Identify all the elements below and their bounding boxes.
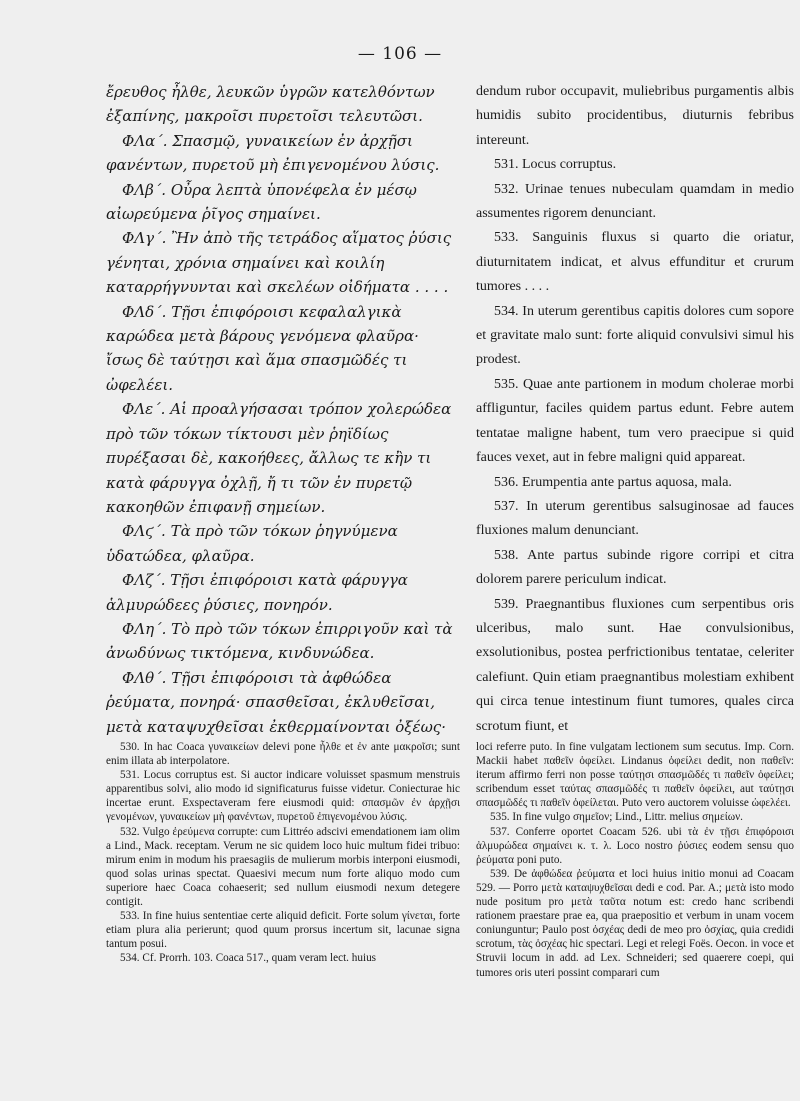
greek-paragraph-1: ΦΛα΄. Σπασμῷ, γυναικείων ἐν ἀρχῇσι φανέντων, πυρετοῦ μὴ ἐπιγενομένου λύσις. — [106, 131, 440, 175]
latin-paragraph-8: 538. Ante partus subinde rigore corripi et citra dolorem parere periculum indicat. — [476, 547, 794, 588]
latin-paragraph-5: 535. Quae ante partionem in modum cholerae morbi affliguntur, faciles quidem partus edunt. Febre autem tentatae maligne habent, tum vero praecipue si quid fauces vexet, aut in febre maligni quid appareat. — [476, 376, 794, 466]
page-number: — 106 — — [357, 44, 443, 64]
greek-paragraph-6: ΦΛϛ΄. Τὰ πρὸ τῶν τόκων ῥηγνύμενα ὑδατώδεα, φλαῦρα. — [106, 522, 398, 565]
greek-paragraph-9: ΦΛθ΄. Τῇσι ἐπιφόροισι τὰ ἀφθώδεα ῥεύματα, πονηρά· σπασθεῖσαι, ἐκλυθεῖσαι, μετὰ καταψυχθεῖσαι ἐκθερμαίνονται ὀξέως· — [106, 668, 446, 736]
footnote-right-2: 537. Conferre oportet Coacam 526. ubi τὰ ἐν τῇσι ἐπιφόροισι ἁλμυρώδεα σημαίνει κ. τ. λ. Loco nostro ῥύσιες eodem sensu quo ῥεύματα poni puto. — [476, 825, 794, 866]
footnotes-right — [476, 740, 794, 1090]
footnote-right-0: loci referre puto. In fine vulgatam lectionem sum secutus. Imp. Corn. Mackii habet παθεῖν ὀφείλει. Lindanus ὀφείλει dedit, non παθεῖν: iterum affirmo ferri non posse ταύτῃσι σπασμῶδές τι παθεῖν ὀφείλει; scribendum esset ταύτας σπασμῶδές τι παθεῖν ὀφείλει, aut ταύτῃσι σπασμῶδές τι παθεῖν ὀφείλεται. Puto vero auctorem voluisse ὠφελέει. — [476, 741, 794, 810]
footnote-left-3: 533. In fine huius sententiae certe aliquid deficit. Forte solum γίνεται, forte etiam plura alia perierunt; quod quum prorsus incertum sit, lacunae signa tantum posui. — [106, 910, 460, 951]
latin-paragraph-3: 533. Sanguinis fluxus si quarto die oriatur, diuturnitatem indicat, et alvus effunditur et crurum tumores . . . . — [476, 230, 794, 295]
latin-paragraph-7: 537. In uterum gerentibus salsuginosae ad fauces fluxiones malum denunciant. — [476, 498, 794, 539]
greek-paragraph-3: ΦΛγ΄. Ἢν ἀπὸ τῆς τετράδος αἵματος ῥύσις γένηται, χρόνια σημαίνει καὶ κοιλίη καταρρήγνυνται καὶ σκελέων οἰδήματα . . . . — [106, 229, 452, 297]
footnote-left-2: 532. Vulgo ἐρεύμενα corrupte: cum Littréo adscivi emendationem iam olim a Lind., Mack. receptam. Verum ne sic quidem loco huic multum fidei tribuo: mirum enim in modum his praesagiis de mulierum morbis interponi eiusmodi, quod solas urinas spectat. Quaesivi mecum num forte aliquo modo cum superiore haec Coaca cohaeserit; sed nullum eiusmodi nexum detegere contigit. — [106, 825, 460, 909]
greek-paragraph-4: ΦΛδ΄. Τῇσι ἐπιφόροισι κεφαλαλγικὰ καρώδεα μετὰ βάρους γενόμενα φλαῦρα· ἴσως δὲ ταύτῃσι καὶ ἅμα σπασμῶδές τι ὠφελέει. — [106, 302, 419, 394]
latin-translation-column — [476, 80, 794, 740]
latin-paragraph-9: 539. Praegnantibus fluxiones cum serpentibus oris ulceribus, malo sunt. Hae convulsionibus, exsolutionibus, postea perfrictionibus tentatae, celeriter calefiunt. Quin etiam praegnantibus molestiam exhibent qui circa tenue intestinum fiunt tumores, quales circa scrotum fiunt, et — [476, 596, 794, 734]
footnotes-left — [106, 740, 460, 1090]
footnote-left-0: 530. In hac Coaca γυναικείων delevi pone ἦλθε et ἐν ante μακροῖσι; sunt enim illata ab interpolatore. — [106, 741, 460, 768]
footnote-left-4: 534. Cf. Prorrh. 103. Coaca 517., quam veram lect. huius — [120, 952, 377, 965]
greek-paragraph-8: ΦΛη΄. Τὸ πρὸ τῶν τόκων ἐπιρριγοῦν καὶ τὰ ἀνωδύνως τικτόμενα, κινδυνώδεα. — [106, 619, 453, 663]
latin-paragraph-2: 532. Urinae tenues nubeculam quamdam in medio assumentes rigorem denunciant. — [476, 181, 794, 222]
latin-paragraph-4: 534. In uterum gerentibus capitis dolores cum sopore et gravitate malo sunt: forte aliquid convulsivi simul his prodest. — [476, 303, 794, 368]
greek-paragraph-5: ΦΛε΄. Αἱ προαλγήσασαι τρόπον χολερώδεα πρὸ τῶν τόκων τίκτουσι μὲν ῥηϊδίως πυρέξασαι δὲ, κακοήθεες, ἄλλως τε κἢν τι κατὰ φάρυγγα ὀχλῇ, ἤ τι τῶν ἐν πυρετῷ κακοηθῶν ἐπιφανῇ σημείων. — [106, 400, 452, 516]
latin-paragraph-0: dendum rubor occupavit, muliebribus purgamentis albis humidis subito procidentibus, diuturnis febribus intereunt. — [476, 84, 794, 148]
footnote-right-1: 535. In fine vulgo σημεῖον; Lind., Littr. melius σημείων. — [490, 811, 743, 824]
greek-paragraph-2: ΦΛβ΄. Οὖρα λεπτὰ ὑπονέφελα ἐν μέσῳ αἰωρεύμενα ῥῖγος σημαίνει. — [106, 180, 417, 224]
footnote-left-1: 531. Locus corruptus est. Si auctor indicare voluisset spasmum menstruis apparentibus solvi, alio modo id significaturus fuisse videtur. Coniecturae hic incertae erunt. Exspectaveram fere eiusmodi quid: σπασμῶν ἐν ἀρχῇσι γενομένων, γυναικείων μὴ φανέντων, πυρετοῦ ἐπιγενομένου λύσις. — [106, 769, 460, 824]
latin-paragraph-6: 536. Erumpentia ante partus aquosa, mala. — [494, 474, 732, 490]
latin-paragraph-1: 531. Locus corruptus. — [494, 157, 617, 173]
greek-text-column — [106, 80, 460, 740]
footnote-right-3: 539. De ἀφθώδεα ῥεύματα et loci huius initio monui ad Coacam 529. — Porro μετὰ καταψυχθεῖσαι dedi e cod. Par. A.; μετὰ isto modo nude positum pro μετὰ ταῦτα notum est: credo hanc scribendi rationem praestare prae ea, qua praepositio et verbum in unam vocem coniunguntur; Paulo post ὀσχέας dedi de meo pro ὀσχίας, quia credidi scrotum, τὰς ὀσχέας hic spectari. Legi et relegi Foës. Oecon. in voce et Struvii locum in add. ad Lex. Schneideri; sed quaerere coepi, qui tumores oris uteri possint comparari cum — [476, 867, 794, 979]
greek-paragraph-0: ἔρευθος ἦλθε, λευκῶν ὑγρῶν κατελθόντων ἐξαπίνης, μακροῖσι πυρετοῖσι τελευτῶσι. — [106, 83, 435, 126]
greek-paragraph-7: ΦΛζ΄. Τῇσι ἐπιφόροισι κατὰ φάρυγγα ἁλμυρώδεες ῥύσιες, πονηρόν. — [106, 571, 408, 614]
